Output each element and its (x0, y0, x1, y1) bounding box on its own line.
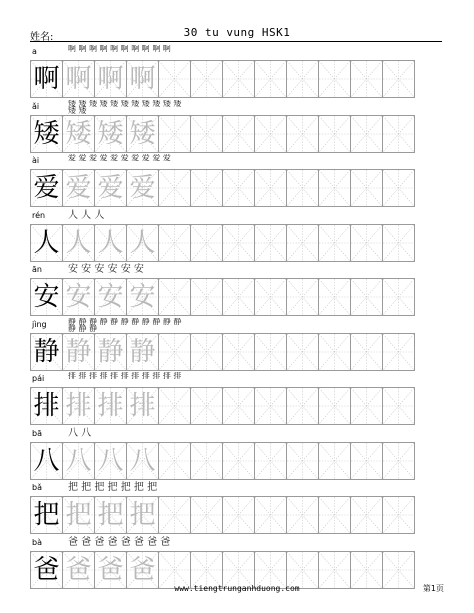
trace-character-cell (126, 169, 159, 207)
blank-practice-cell (254, 333, 287, 371)
blank-practice-cell (222, 278, 255, 316)
blank-practice-cell (318, 60, 351, 98)
blank-practice-cell (318, 224, 351, 262)
blank-practice-cell (350, 60, 383, 98)
blank-practice-cell (382, 224, 415, 262)
stroke-order-sequence: 静 静 静 静 静 静 静 静 静 静 静 静 静 静 (68, 317, 182, 332)
blank-practice-cell (254, 551, 287, 589)
trace-character: 静 (129, 336, 156, 367)
trace-character: 爸 (129, 554, 156, 585)
trace-character: 排 (65, 391, 92, 421)
practice-grid (30, 60, 414, 98)
stroke-order-sequence: 爸 爸 爸 爸 爸 爸 爸 爸 (68, 536, 171, 548)
blank-practice-cell (190, 387, 223, 425)
blank-practice-cell (190, 115, 223, 153)
blank-practice-cell (254, 115, 287, 153)
header-divider (30, 41, 442, 42)
blank-practice-cell (222, 387, 255, 425)
model-character-cell (30, 278, 63, 316)
trace-character-cell (126, 278, 159, 316)
blank-practice-cell (286, 60, 319, 98)
practice-row (30, 373, 442, 430)
blank-practice-cell (158, 496, 191, 534)
stroke-order-sequence: 啊 啊 啊 啊 啊 啊 啊 啊 啊 啊 (68, 45, 171, 53)
blank-practice-cell (222, 333, 255, 371)
practice-row (30, 210, 442, 267)
blank-practice-cell (222, 169, 255, 207)
trace-character: 排 (97, 391, 124, 421)
trace-character-cell (62, 333, 95, 371)
model-character-cell (30, 442, 63, 480)
trace-character: 爱 (97, 173, 124, 203)
trace-character-cell (126, 442, 159, 480)
blank-practice-cell (254, 169, 287, 207)
pinyin-label: ǎi (32, 101, 40, 111)
pinyin-label: bà (32, 537, 42, 547)
blank-practice-cell (286, 224, 319, 262)
blank-practice-cell (158, 224, 191, 262)
model-character: 矮 (33, 118, 60, 149)
stroke-order-sequence: 安 安 安 安 安 安 (68, 264, 144, 275)
trace-character-cell (62, 169, 95, 207)
blank-practice-cell (318, 333, 351, 371)
blank-practice-cell (190, 442, 223, 480)
practice-grid (30, 496, 414, 534)
blank-practice-cell (318, 115, 351, 153)
blank-practice-cell (158, 60, 191, 98)
blank-practice-cell (158, 278, 191, 316)
trace-character-cell (126, 496, 159, 534)
blank-practice-cell (190, 333, 223, 371)
trace-character: 人 (65, 227, 92, 258)
blank-practice-cell (254, 60, 287, 98)
trace-character-cell (62, 224, 95, 262)
practice-row (30, 264, 442, 321)
trace-character-cell (126, 551, 159, 589)
blank-practice-cell (190, 496, 223, 534)
blank-practice-cell (382, 442, 415, 480)
worksheet-header (0, 0, 474, 43)
worksheet-title: 30 tu vung HSK1 (183, 26, 291, 39)
trace-character-cell (62, 387, 95, 425)
model-character: 静 (33, 336, 60, 367)
blank-practice-cell (190, 551, 223, 589)
blank-practice-cell (286, 442, 319, 480)
trace-character: 矮 (65, 118, 92, 149)
model-character-cell (30, 333, 63, 371)
trace-character: 矮 (97, 118, 124, 149)
blank-practice-cell (222, 224, 255, 262)
trace-character-cell (126, 387, 159, 425)
trace-character: 静 (97, 336, 124, 367)
blank-practice-cell (190, 224, 223, 262)
trace-character-cell (94, 551, 127, 589)
trace-character: 人 (97, 227, 124, 258)
model-character: 排 (33, 391, 60, 421)
trace-character: 爸 (65, 554, 92, 585)
stroke-order-sequence: 八 八 (68, 427, 92, 439)
model-character-cell (30, 224, 63, 262)
blank-practice-cell (158, 387, 191, 425)
trace-character-cell (62, 442, 95, 480)
blank-practice-cell (382, 551, 415, 589)
trace-character-cell (94, 387, 127, 425)
practice-row (30, 46, 442, 103)
blank-practice-cell (254, 387, 287, 425)
trace-character-cell (94, 60, 127, 98)
stroke-order-sequence: 爱 爱 爱 爱 爱 爱 爱 爱 爱 爱 (68, 154, 171, 162)
pinyin-label: bā (32, 428, 42, 438)
blank-practice-cell (318, 551, 351, 589)
blank-practice-cell (350, 387, 383, 425)
model-character: 啊 (33, 64, 60, 94)
blank-practice-cell (350, 551, 383, 589)
blank-practice-cell (382, 333, 415, 371)
blank-practice-cell (318, 496, 351, 534)
practice-row (30, 428, 442, 485)
pinyin-label: jìng (32, 319, 47, 329)
blank-practice-cell (190, 278, 223, 316)
blank-practice-cell (286, 278, 319, 316)
practice-grid (30, 442, 414, 480)
model-character-cell (30, 169, 63, 207)
blank-practice-cell (318, 387, 351, 425)
name-label: 姓名: (30, 32, 54, 43)
trace-character: 爱 (65, 173, 92, 203)
trace-character: 安 (65, 282, 92, 312)
blank-practice-cell (254, 224, 287, 262)
practice-grid (30, 169, 414, 207)
model-character: 爸 (33, 554, 60, 585)
practice-row (30, 319, 442, 376)
trace-character: 八 (65, 445, 92, 476)
blank-practice-cell (286, 169, 319, 207)
model-character-cell (30, 496, 63, 534)
stroke-order-sequence: 人 人 人 (68, 209, 105, 221)
practice-grid (30, 278, 414, 316)
trace-character-cell (62, 496, 95, 534)
trace-character: 排 (129, 391, 156, 421)
blank-practice-cell (222, 551, 255, 589)
trace-character-cell (126, 224, 159, 262)
blank-practice-cell (350, 278, 383, 316)
blank-practice-cell (286, 333, 319, 371)
trace-character: 安 (129, 282, 156, 312)
blank-practice-cell (190, 60, 223, 98)
blank-practice-cell (158, 442, 191, 480)
blank-practice-cell (382, 387, 415, 425)
blank-practice-cell (286, 496, 319, 534)
trace-character-cell (94, 169, 127, 207)
blank-practice-cell (222, 60, 255, 98)
blank-practice-cell (350, 496, 383, 534)
trace-character: 安 (97, 282, 124, 312)
trace-character-cell (94, 224, 127, 262)
trace-character: 静 (65, 336, 92, 367)
trace-character: 爸 (97, 554, 124, 585)
blank-practice-cell (158, 551, 191, 589)
model-character-cell (30, 60, 63, 98)
footer-website: www.tiengtrunganhduong.com (174, 584, 300, 593)
practice-grid (30, 551, 414, 589)
trace-character: 八 (97, 445, 124, 476)
blank-practice-cell (382, 115, 415, 153)
practice-row (30, 155, 442, 212)
blank-practice-cell (350, 169, 383, 207)
trace-character: 八 (129, 445, 156, 476)
blank-practice-cell (382, 169, 415, 207)
trace-character: 啊 (129, 64, 156, 94)
model-character-cell (30, 387, 63, 425)
blank-practice-cell (382, 496, 415, 534)
model-character-cell (30, 115, 63, 153)
blank-practice-cell (158, 169, 191, 207)
trace-character: 把 (129, 500, 156, 530)
model-character: 安 (33, 282, 60, 312)
blank-practice-cell (350, 224, 383, 262)
trace-character: 把 (97, 500, 124, 530)
blank-practice-cell (222, 115, 255, 153)
blank-practice-cell (350, 442, 383, 480)
blank-practice-cell (158, 115, 191, 153)
stroke-order-sequence: 矮 矮 矮 矮 矮 矮 矮 矮 矮 矮 矮 矮 矮 (68, 99, 182, 114)
pinyin-label: bǎ (32, 483, 42, 492)
blank-practice-cell (318, 169, 351, 207)
blank-practice-cell (254, 278, 287, 316)
pinyin-label: ài (32, 156, 40, 165)
blank-practice-cell (350, 333, 383, 371)
practice-grid (30, 333, 414, 371)
trace-character-cell (62, 551, 95, 589)
blank-practice-cell (222, 496, 255, 534)
blank-practice-cell (382, 278, 415, 316)
blank-practice-cell (286, 551, 319, 589)
pinyin-label: pái (32, 374, 45, 383)
model-character: 把 (33, 500, 60, 530)
practice-grid (30, 387, 414, 425)
model-character: 爱 (33, 173, 60, 203)
page-number: 第1页 (422, 584, 444, 593)
trace-character: 啊 (65, 64, 92, 94)
blank-practice-cell (254, 442, 287, 480)
practice-grid (30, 224, 414, 262)
practice-grid (30, 115, 414, 153)
trace-character: 把 (65, 500, 92, 530)
trace-character-cell (126, 60, 159, 98)
stroke-order-sequence: 排 排 排 排 排 排 排 排 排 排 排 (68, 372, 182, 380)
trace-character-cell (94, 333, 127, 371)
stroke-order-sequence: 把 把 把 把 把 把 把 (68, 482, 158, 493)
trace-character-cell (94, 496, 127, 534)
trace-character: 矮 (129, 118, 156, 149)
trace-character-cell (126, 115, 159, 153)
trace-character-cell (94, 442, 127, 480)
blank-practice-cell (190, 169, 223, 207)
blank-practice-cell (350, 115, 383, 153)
trace-character-cell (62, 60, 95, 98)
trace-character-cell (94, 115, 127, 153)
model-character: 八 (33, 445, 60, 476)
practice-row (30, 101, 442, 158)
trace-character: 人 (129, 227, 156, 258)
trace-character-cell (62, 278, 95, 316)
trace-character: 啊 (97, 64, 124, 94)
blank-practice-cell (318, 442, 351, 480)
blank-practice-cell (318, 278, 351, 316)
model-character-cell (30, 551, 63, 589)
blank-practice-cell (254, 496, 287, 534)
blank-practice-cell (286, 115, 319, 153)
blank-practice-cell (222, 442, 255, 480)
trace-character-cell (94, 278, 127, 316)
pinyin-label: rén (32, 210, 46, 220)
trace-character-cell (126, 333, 159, 371)
model-character: 人 (33, 227, 60, 258)
blank-practice-cell (158, 333, 191, 371)
blank-practice-cell (382, 60, 415, 98)
trace-character: 爱 (129, 173, 156, 203)
trace-character-cell (62, 115, 95, 153)
pinyin-label: a (32, 47, 37, 56)
blank-practice-cell (286, 387, 319, 425)
practice-row (30, 482, 442, 539)
pinyin-label: ān (32, 265, 42, 274)
